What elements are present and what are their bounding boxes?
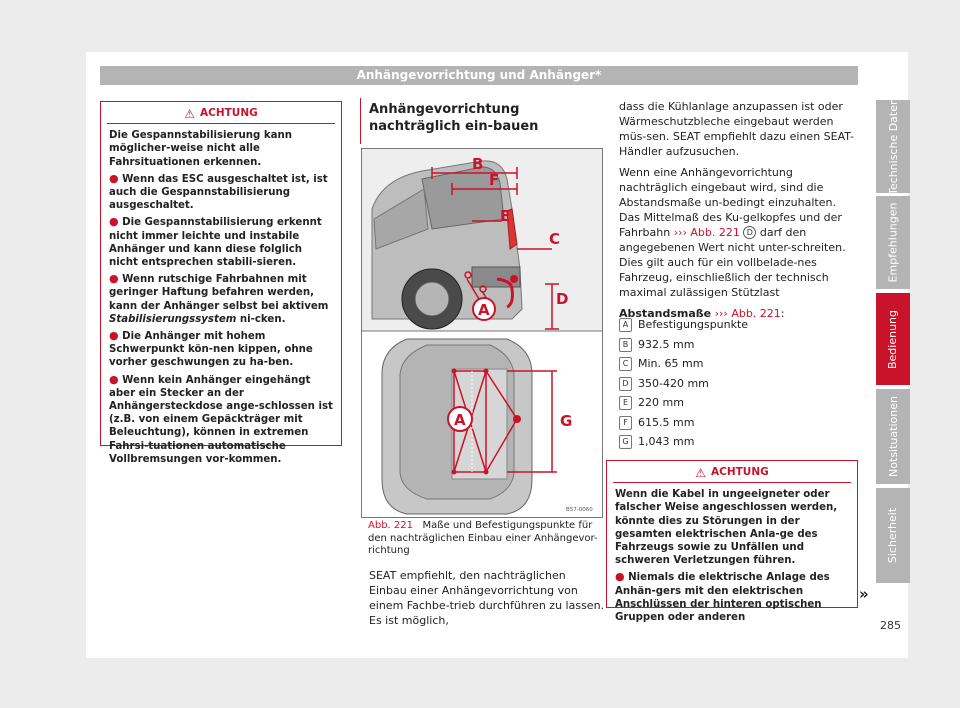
warning-header: ⚠ ACHTUNG (613, 461, 851, 483)
measurement-key: E (619, 396, 632, 410)
continue-marker-icon: » (859, 585, 869, 603)
bullet-icon: ● (109, 372, 119, 386)
measurement-key: F (619, 416, 632, 430)
page-header: Anhängevorrichtung und Anhänger* (100, 66, 858, 85)
section-title: Anhängevorrichtung nachträglich ein-bauen (369, 102, 539, 134)
measurement-key: C (619, 357, 632, 371)
figure-label: E (500, 207, 511, 225)
right-column-text (619, 99, 855, 327)
warning-triangle-icon: ⚠ (184, 106, 196, 121)
figure-caption: Abb. 221 Maße und Befestigungspunkte für den nachträglichen Einbau einer Anhängevor-richtung (368, 520, 598, 556)
figure-label: D (556, 290, 569, 308)
figure-label: A (454, 411, 466, 429)
towbar-diagram (362, 149, 602, 517)
tab-technische-daten[interactable]: Technische Daten (876, 100, 910, 193)
tab-bedienung[interactable]: Bedienung (876, 293, 910, 385)
warning-bullet: ● Wenn kein Anhänger eingehängt aber ein Stecker an der Anhängersteckdose ange-schlossen ist (z.B. von einem Gepäckträger mit Beleuchtung), können in extremen Fahrsi-tuationen automatische Vollbremsungen vor-kommen. (109, 372, 333, 465)
bullet-icon: ● (615, 570, 625, 584)
tab-empfehlungen[interactable]: Empfehlungen (876, 196, 910, 289)
warning-triangle-icon: ⚠ (695, 465, 707, 480)
page-number: 285 (880, 619, 901, 632)
figure-label: F (489, 171, 500, 189)
figure-label: C (549, 230, 561, 248)
bullet-icon: ● (109, 272, 119, 286)
measurements-heading: Abstandsmaße ››› Abb. 221: (619, 307, 785, 320)
figure-towbar-dimensions (361, 148, 603, 518)
circled-letter-d: D (743, 226, 756, 239)
warning-bullet: ● Wenn rutschige Fahrbahnen mit geringer Haftung befahren werden, kann der Anhänger selbst bei aktivem Stabilisierungssystem ni-cken. (109, 272, 329, 325)
bullet-icon: ● (109, 215, 119, 229)
warning-bullet: ● Die Anhänger mit hohem Schwerpunkt kön-nen kippen, ohne vorher geschwungen zu ha-ben. (109, 329, 313, 369)
figure-reference-link[interactable]: ››› Abb. 221 (714, 307, 781, 320)
warning-bullet: ● Niemals die elektrische Anlage des Anhän-gers mit den elektrischen Anschlüssen der hinteren optischen Gruppen oder anderen (615, 570, 830, 624)
warning-bullet: ● Wenn das ESC ausgeschaltet ist, ist auch die Gespannstabilisierung ausgeschaltet. (109, 171, 328, 212)
measurement-key: D (619, 377, 632, 391)
warning-intro: Wenn die Kabel in ungeeigneter oder falscher Weise angeschlossen werden, könnte dies zu Störungen in der gesamten elektrischen Anla-ge des Fahrzeugs sowie zu Unfällen und schweren Verletzungen führen. (615, 489, 838, 567)
tab-notsituationen[interactable]: Notsituationen (876, 389, 910, 484)
body-paragraph: SEAT empfiehlt, den nachträglichen Einbau einer Anhängevorrichtung von einem Fachbe-trieb durchführen zu lassen. Es ist möglich, (369, 569, 605, 627)
warning-intro: Die Gespannstabilisierung kann möglicher-weise nicht alle Fahrsituationen erkennen. (109, 130, 292, 168)
measurement-key: A (619, 318, 632, 332)
warning-box-esc (100, 101, 342, 465)
warning-box-cables (606, 460, 858, 624)
measurement-key: B (619, 338, 632, 352)
bullet-icon: ● (109, 171, 119, 185)
measurement-key: G (619, 435, 632, 449)
figure-reference-link[interactable]: ››› Abb. 221 (673, 226, 740, 239)
paragraph-cooling: dass die Kühlanlage anzupassen ist oder Wärmeschutzbleche eingebaut werden müs-sen. SEAT empfiehlt dazu einen SEAT-Händler aufzusuchen. (619, 100, 854, 158)
figure-label: B (472, 155, 484, 173)
warning-header: ⚠ ACHTUNG (107, 102, 335, 124)
figure-code: B57-0060 (566, 507, 593, 513)
section-accent-line (360, 98, 361, 144)
bullet-icon: ● (109, 329, 119, 343)
tab-sicherheit[interactable]: Sicherheit (876, 488, 910, 583)
warning-bullet: ● Die Gespannstabilisierung erkennt nicht immer leichte und instabile Anhänger und kann diese folglich nicht entsprechen stabili-sieren. (109, 215, 322, 269)
figure-label: G (560, 412, 573, 430)
figure-label: A (478, 301, 490, 319)
paragraph-distances: Wenn eine Anhängevorrichtung nachträglich eingebaut wird, sind die Abstandsmaße un-bedingt einzuhalten. Das Mittelmaß des Ku-gelkopfes und der Fahrbahn ››› Abb. 221 D darf den angegebenen Wert nicht unter-schreiten. Dies gilt auch für ein vollbelade-nes Fahrzeug, einschließlich der technisch maximal zulässigen Stützlast (619, 166, 846, 299)
